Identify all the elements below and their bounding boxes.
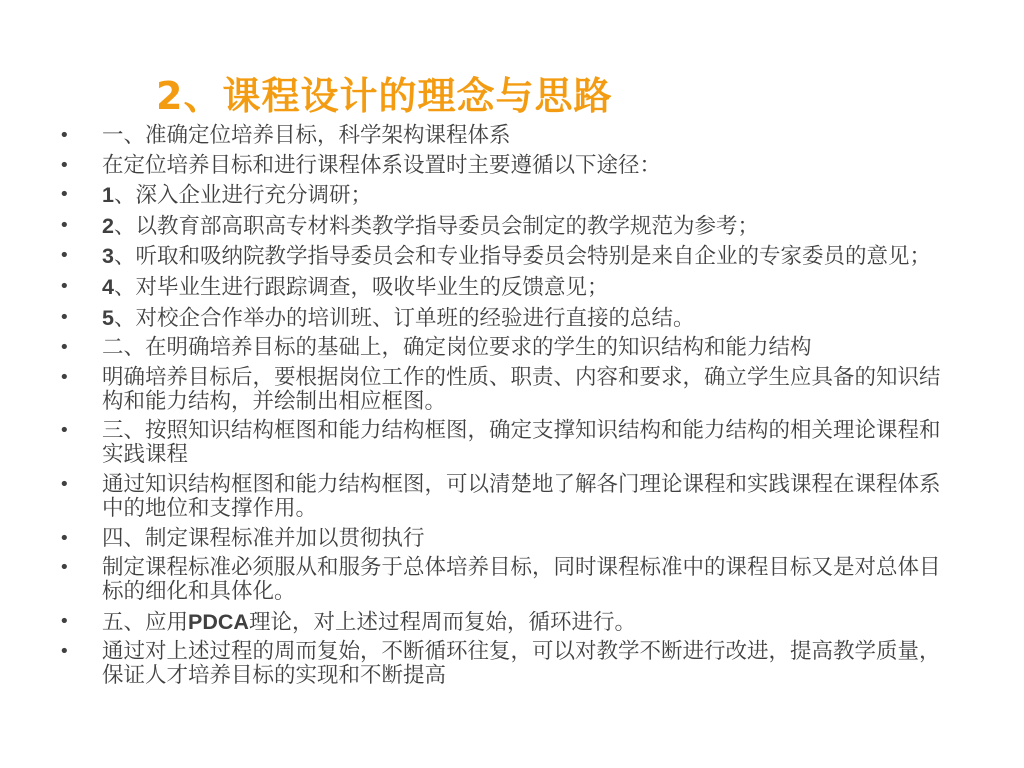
- bullet-item: [56, 214, 956, 239]
- bullet-item: [56, 336, 956, 360]
- bullet-dot-icon: •: [59, 275, 70, 297]
- bullet-dot-icon: •: [59, 641, 70, 663]
- bullet-text: 、对毕业生进行跟踪调查，吸收毕业生的反馈意见；: [113, 274, 609, 300]
- bullet-item: [56, 154, 956, 178]
- bullet-item: [56, 306, 956, 331]
- bullet-text: 通过对上述过程的周而复始，不断循环往复，可以对教学不断进行改进，提高教学质量，保证人才培养目标的实现和不断提高: [102, 639, 941, 689]
- bullet-list: [56, 124, 956, 694]
- bullet-dot-icon: •: [59, 154, 70, 176]
- bullet-dot-icon: •: [59, 420, 70, 442]
- bullet-item: [56, 527, 956, 551]
- slide-title: 2、课程设计的理念与思路: [156, 74, 613, 118]
- bullet-item: [56, 473, 956, 521]
- bullet-number: 4: [102, 274, 114, 299]
- bullet-text: 、以教育部高职高专材料类教学指导委员会制定的教学规范为参考；: [113, 213, 759, 239]
- bullet-item: [56, 640, 956, 688]
- bullet-text: 三、按照知识结构框图和能力结构框图，确定支撑知识结构和能力结构的相关理论课程和实践课程: [102, 418, 941, 468]
- bullet-item: [56, 124, 956, 148]
- bullet-item: [56, 275, 956, 300]
- bullet-item: [56, 183, 956, 208]
- bullet-item: [56, 419, 956, 467]
- bullet-dot-icon: •: [59, 557, 70, 579]
- bullet-dot-icon: •: [59, 306, 70, 328]
- bullet-text: 五、应用: [102, 609, 189, 635]
- bullet-text-tail: 理论，对上述过程周而复始，循环进行。: [248, 609, 636, 635]
- bullet-number: 3: [102, 244, 114, 269]
- bullet-dot-icon: •: [59, 125, 70, 146]
- bullet-text: 、对校企合作举办的培训班、订单班的经验进行直接的总结。: [113, 305, 695, 331]
- bullet-dot-icon: •: [59, 527, 70, 549]
- bullet-dot-icon: •: [59, 473, 70, 495]
- bullet-acronym: PDCA: [188, 609, 249, 634]
- bullet-text: 在定位培养目标和进行课程体系设置时主要遵循以下途径：: [102, 152, 662, 178]
- bullet-dot-icon: •: [59, 610, 70, 632]
- bullet-text: 、深入企业进行充分调研；: [113, 183, 372, 209]
- bullet-item: [56, 556, 956, 604]
- bullet-text: 二、在明确培养目标的基础上，确定岗位要求的学生的知识结构和能力结构: [102, 335, 812, 361]
- bullet-text: 制定课程标准必须服从和服务于总体培养目标，同时课程标准中的课程目标又是对总体目标的细化和具体化。: [102, 555, 941, 605]
- bullet-text: 四、制定课程标准并加以贯彻执行: [102, 525, 425, 551]
- bullet-dot-icon: •: [59, 366, 70, 388]
- bullet-dot-icon: •: [59, 245, 70, 267]
- bullet-number: 2: [102, 213, 114, 238]
- bullet-item: [56, 610, 956, 635]
- bullet-text: 通过知识结构框图和能力结构框图，可以清楚地了解各门理论课程和实践课程在课程体系中的地位和支撑作用。: [102, 471, 941, 521]
- bullet-dot-icon: •: [59, 184, 70, 206]
- bullet-text: 、听取和吸纳院教学指导委员会和专业指导委员会特别是来自企业的专家委员的意见；: [113, 244, 931, 270]
- bullet-text: 一、准确定位培养目标，科学架构课程体系: [102, 123, 511, 148]
- bullet-dot-icon: •: [59, 337, 70, 359]
- bullet-text: 明确培养目标后，要根据岗位工作的性质、职责、内容和要求，确立学生应具备的知识结构和能力结构，并绘制出相应框图。: [102, 364, 941, 414]
- bullet-number: 5: [102, 305, 114, 330]
- bullet-number: 1: [102, 183, 114, 208]
- bullet-item: [56, 244, 956, 269]
- bullet-dot-icon: •: [59, 214, 70, 236]
- bullet-item: [56, 366, 956, 414]
